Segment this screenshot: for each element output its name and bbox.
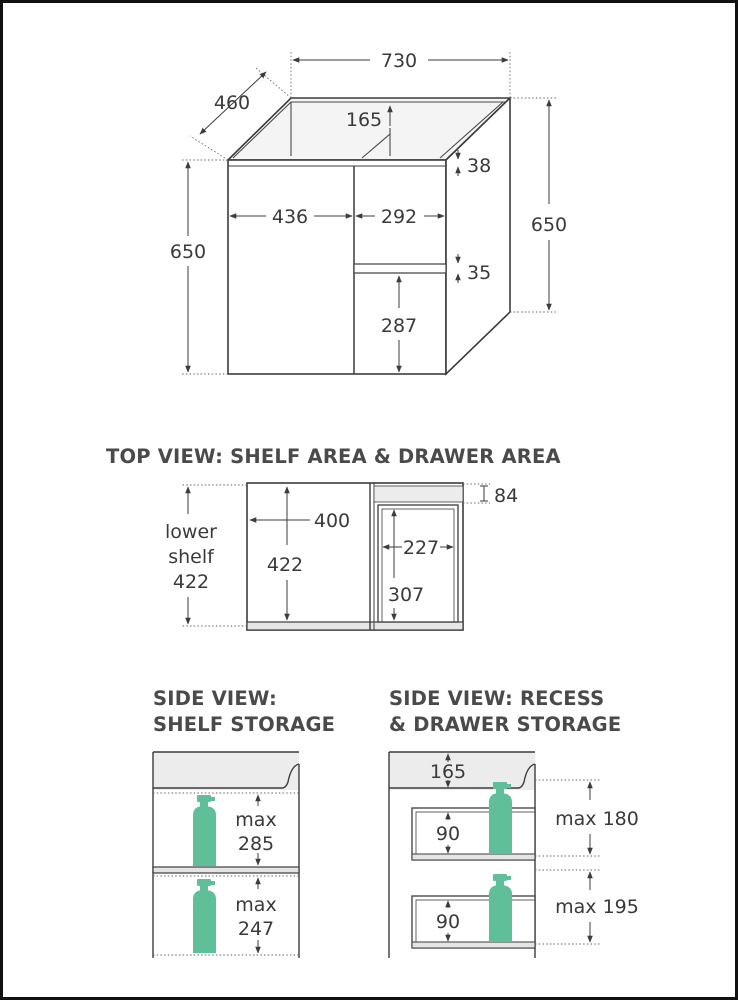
recess-depth-label: 165 xyxy=(429,761,467,783)
side-shelf-heading-1: SIDE VIEW: xyxy=(153,687,277,710)
lower-shelf-label-1: lower xyxy=(165,521,217,543)
dim-recess-label: 165 xyxy=(345,109,383,131)
dim-height-left-label: 650 xyxy=(169,241,207,263)
side-view-recess xyxy=(389,752,639,958)
dim-width-label: 730 xyxy=(380,50,418,72)
lower-shelf-label-2: shelf xyxy=(168,546,214,568)
drawer-depth-label: 307 xyxy=(387,584,425,606)
dim-height-right-label: 650 xyxy=(530,214,568,236)
drawer-1 xyxy=(412,808,535,860)
dim-top-thickness-label: 38 xyxy=(467,155,492,177)
drawer-2-inner-label: 90 xyxy=(435,911,461,933)
dim-depth-label: 460 xyxy=(213,92,251,114)
side-view-shelf xyxy=(153,752,299,958)
top-view xyxy=(165,483,518,630)
upper-shelf-max-label-1: max xyxy=(235,809,277,831)
bottle-icon-drawer-1 xyxy=(489,782,512,853)
lower-shelf-label-3: 422 xyxy=(172,571,210,593)
dim-left-door-label: 436 xyxy=(271,206,309,228)
lower-shelf-max-label-2: 247 xyxy=(237,918,275,940)
side-shelf-top xyxy=(153,752,299,790)
drawer-1-max-label: max 180 xyxy=(555,808,639,830)
drawer-1-inner-label: 90 xyxy=(435,823,461,845)
shelf-width-label: 400 xyxy=(313,510,351,532)
cabinet-3d-view xyxy=(170,50,567,374)
side-shelf-board xyxy=(153,867,299,873)
back-gap-label: 84 xyxy=(494,485,519,507)
drawer-2-max-label: max 195 xyxy=(555,896,639,918)
dim-right-section-label: 292 xyxy=(380,206,418,228)
top-view-front-panel xyxy=(247,622,463,630)
side-recess-heading-2: & DRAWER STORAGE xyxy=(389,713,622,736)
lower-shelf-max-label-1: max xyxy=(235,894,277,916)
upper-shelf-max-label-2: 285 xyxy=(237,833,275,855)
top-view-heading: TOP VIEW: SHELF AREA & DRAWER AREA xyxy=(106,445,561,468)
dim-drawer-height-label: 287 xyxy=(380,315,418,337)
dim-drawer-rail-label: 35 xyxy=(467,262,492,284)
side-recess-heading-1: SIDE VIEW: RECESS xyxy=(389,687,605,710)
drawer-rail xyxy=(354,264,446,273)
bottle-icon-drawer-2 xyxy=(489,874,512,941)
drawer-2 xyxy=(412,896,535,948)
bottle-icon-upper xyxy=(193,795,216,866)
shelf-depth-label: 422 xyxy=(266,554,304,576)
drawer-width-label: 227 xyxy=(402,537,440,559)
bottle-icon-lower xyxy=(193,879,216,953)
top-view-back-gap xyxy=(374,486,463,502)
side-shelf-heading-2: SHELF STORAGE xyxy=(153,713,336,736)
